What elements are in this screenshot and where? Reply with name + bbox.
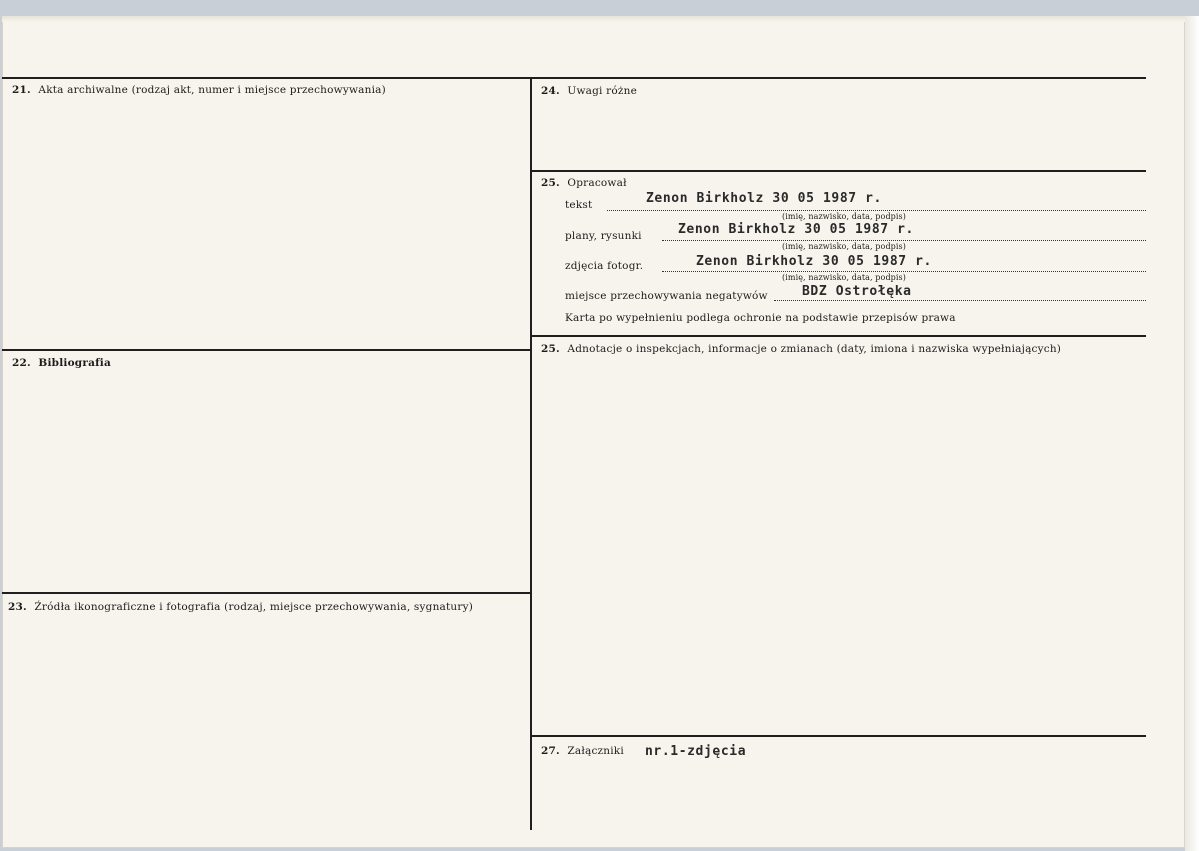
negatywy-label: miejsce przechowywania negatywów xyxy=(565,290,768,302)
section-22-title: Bibliografia xyxy=(38,357,111,369)
section-27-number: 27. xyxy=(541,745,560,757)
section-21-label xyxy=(12,84,386,96)
left-rule-23 xyxy=(2,592,530,594)
card-top-edge xyxy=(2,16,1185,22)
zdjecia-line xyxy=(662,271,1146,272)
section-23-number: 23. xyxy=(8,601,27,613)
right-rule-27 xyxy=(532,735,1146,737)
top-rule xyxy=(2,77,1146,79)
section-22-label xyxy=(12,357,111,369)
section-25b-number: 25. xyxy=(541,343,560,355)
section-25a-number: 25. xyxy=(541,177,560,189)
plany-hint: (imię, nazwisko, data, podpis) xyxy=(782,242,906,251)
tekst-label: tekst xyxy=(565,199,593,211)
attachments-value: nr.1-zdjęcia xyxy=(645,744,747,759)
plany-line xyxy=(662,240,1146,241)
section-25b-label xyxy=(541,343,1061,355)
zdjecia-hint: (imię, nazwisko, data, podpis) xyxy=(782,273,906,282)
section-27-label xyxy=(541,745,624,757)
scan-margin xyxy=(1185,16,1199,851)
section-21-title: Akta archiwalne (rodzaj akt, numer i miejsce przechowywania) xyxy=(38,84,386,96)
protection-note: Karta po wypełnieniu podlega ochronie na podstawie przepisów prawa xyxy=(565,312,956,324)
negatywy-value: BDZ Ostrołęka xyxy=(802,284,912,299)
section-21-number: 21. xyxy=(12,84,31,96)
left-rule-22 xyxy=(2,349,530,351)
tekst-value: Zenon Birkholz 30 05 1987 r. xyxy=(646,191,882,206)
right-rule-25b xyxy=(532,335,1146,337)
section-27-title: Załączniki xyxy=(567,745,624,757)
right-rule-25a xyxy=(532,170,1146,172)
section-24-number: 24. xyxy=(541,85,560,97)
negatywy-line xyxy=(774,300,1146,301)
section-25b-title: Adnotacje o inspekcjach, informacje o zmianach (daty, imiona i nazwiska wypełniających) xyxy=(567,343,1062,355)
section-23-title: Źródła ikonograficzne i fotografia (rodzaj, miejsce przechowywania, sygnatury) xyxy=(34,601,474,613)
section-23-label xyxy=(8,601,473,613)
record-card xyxy=(2,16,1185,848)
zdjecia-label: zdjęcia fotogr. xyxy=(565,260,644,272)
plany-label: plany, rysunki xyxy=(565,230,642,242)
plany-value: Zenon Birkholz 30 05 1987 r. xyxy=(678,222,914,237)
section-25a-label xyxy=(541,177,627,189)
section-24-label xyxy=(541,85,637,97)
section-25a-title: Opracował xyxy=(567,177,627,189)
tekst-line xyxy=(607,210,1146,211)
column-divider xyxy=(530,77,532,830)
tekst-hint: (imię, nazwisko, data, podpis) xyxy=(782,212,906,221)
zdjecia-value: Zenon Birkholz 30 05 1987 r. xyxy=(696,254,932,269)
section-24-title: Uwagi różne xyxy=(567,85,637,97)
section-22-number: 22. xyxy=(12,357,31,369)
